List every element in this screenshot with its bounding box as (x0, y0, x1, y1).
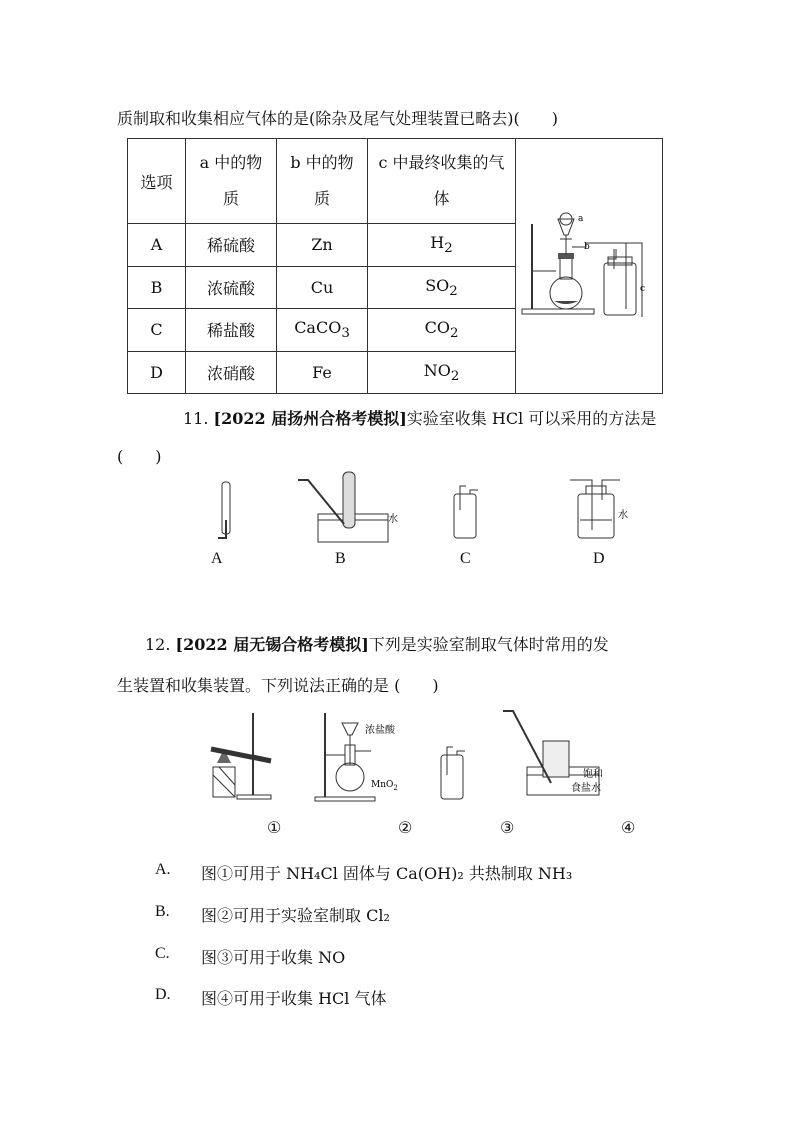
label-b: b (584, 242, 590, 252)
q12-option-c-text: 图③可用于收集 NO (201, 948, 346, 967)
q12-option-b-letter: B. (155, 903, 170, 920)
row-c: $SO_2$ (368, 266, 516, 309)
q12-option-b-text: 图②可用于实验室制取 Cl₂ (201, 906, 390, 925)
q12-option-a-letter: A. (155, 861, 171, 878)
q11-paren: ( ) (117, 447, 162, 466)
q12-option-a-text: 图①可用于 NH₄Cl 固体与 Ca(OH)₂ 共热制取 NH₃ (201, 864, 573, 883)
options-table (127, 138, 663, 394)
row-a: 稀盐酸 (186, 309, 277, 352)
q12-caption-3: ③ (500, 820, 515, 837)
q11-figures (200, 470, 640, 550)
row-option: A (128, 224, 186, 267)
row-option: B (128, 266, 186, 309)
header-c: c 中最终收集的气体 (368, 139, 516, 224)
q12-figure-1 (211, 713, 271, 799)
q11-figure-c (454, 486, 478, 538)
row-b: Cu (277, 266, 368, 309)
q12-number: 12. (145, 635, 171, 654)
q11-number: 11. (183, 409, 209, 428)
q11-water-label-d: 水 (618, 510, 628, 521)
q11-source: [2022 届扬州合格考模拟] (213, 409, 407, 428)
q11-figure-d (570, 480, 628, 538)
q12-option-d-text: 图④可用于收集 HCl 气体 (201, 989, 387, 1008)
row-b: Zn (277, 224, 368, 267)
q12-label-acid: 浓盐酸 (365, 725, 395, 736)
row-c: $NO_2$ (368, 351, 516, 394)
q11-figure-a (218, 482, 230, 538)
row-c: $CO_2$ (368, 309, 516, 352)
q12-figure-2 (315, 713, 398, 801)
q11-caption-d: D (593, 550, 605, 567)
q11-caption-a: A (211, 550, 223, 567)
q12-label-mno2: MnO$_2$ (371, 780, 398, 792)
label-a: a (578, 214, 584, 224)
intro-line: 质制取和收集相应气体的是(除杂及尾气处理装置已略去)( ) (117, 109, 558, 128)
q12-caption-1: ① (267, 820, 282, 837)
q11-caption-c: C (460, 550, 471, 567)
q11-water-label: 水 (388, 514, 398, 525)
q12-label-sat1: 饱和 (583, 769, 603, 780)
row-a: 浓硝酸 (186, 351, 277, 394)
apparatus-cell (516, 139, 663, 394)
q12-option-d-letter: D. (155, 986, 171, 1003)
q11-stem: 实验室收集 HCl 可以采用的方法是 (406, 409, 657, 428)
row-a: 浓硫酸 (186, 266, 277, 309)
q12-source: [2022 届无锡合格考模拟] (175, 635, 369, 654)
gas-apparatus-figure (516, 139, 662, 389)
row-a: 稀硫酸 (186, 224, 277, 267)
q12-label-sat2: 食盐水 (571, 783, 601, 794)
q12-caption-2: ② (398, 820, 413, 837)
header-b: b 中的物质 (277, 139, 368, 224)
q11-caption-b: B (335, 550, 346, 567)
label-c: c (640, 284, 646, 294)
q11-figure-b (298, 472, 398, 542)
header-a: a 中的物质 (186, 139, 277, 224)
row-b: CaCO$_3$ (277, 309, 368, 352)
q12-stem-1: 下列是实验室制取气体时常用的发 (368, 635, 609, 654)
q12-stem-line1 (145, 632, 609, 655)
q11-stem-line (183, 406, 656, 429)
row-option: C (128, 309, 186, 352)
q12-figure-4 (503, 711, 603, 795)
q12-stem-line2: 生装置和收集装置。下列说法正确的是 ( ) (117, 676, 439, 695)
header-option: 选项 (128, 139, 186, 224)
q12-figure-3 (441, 747, 465, 799)
q12-caption-4: ④ (621, 820, 636, 837)
q12-figures (205, 705, 665, 805)
row-option: D (128, 351, 186, 394)
row-c: $H_2$ (368, 224, 516, 267)
row-b: Fe (277, 351, 368, 394)
q12-option-c-letter: C. (155, 945, 170, 962)
